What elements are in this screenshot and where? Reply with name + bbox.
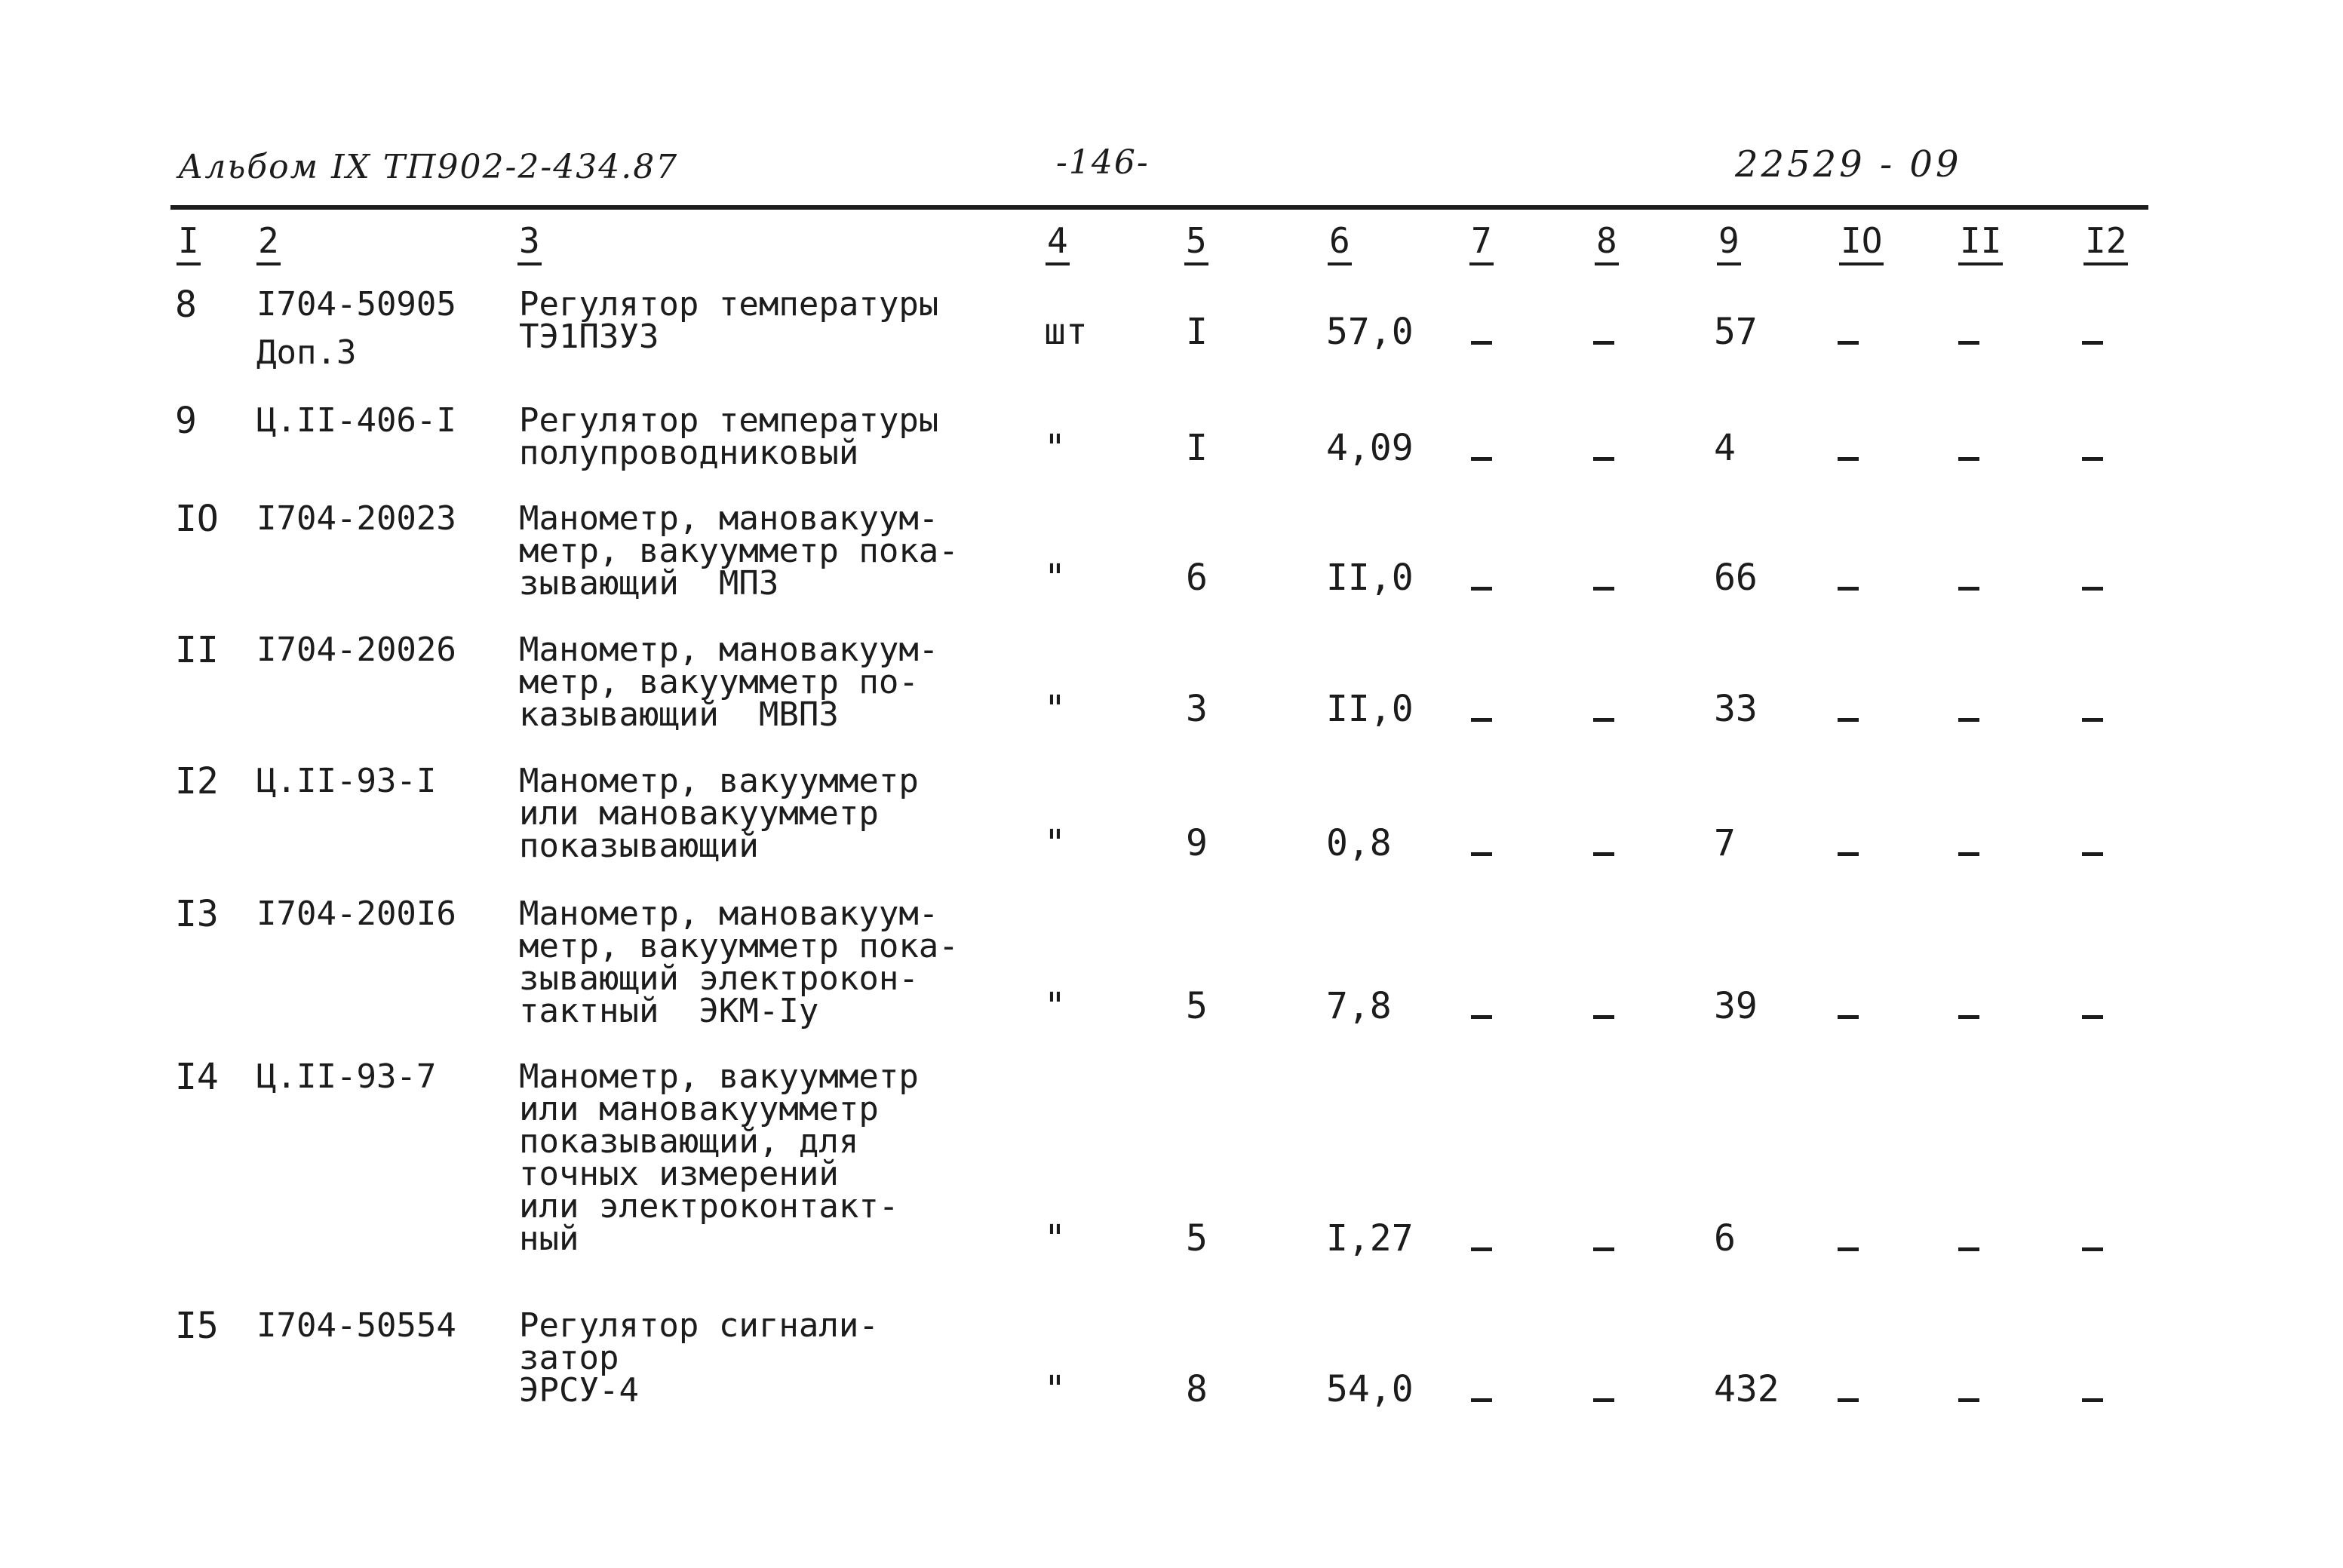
empty-value-dash xyxy=(1958,457,1979,461)
empty-value-dash xyxy=(1593,852,1614,856)
row-name-line: Манометр, мановакуум- xyxy=(519,894,939,933)
row-position: I5 xyxy=(175,1305,219,1347)
empty-value-dash xyxy=(1471,587,1492,591)
column-header-4: 4 xyxy=(1046,220,1070,265)
row-code: I704-20023 xyxy=(256,499,456,538)
row-code: I704-50905 xyxy=(256,285,456,324)
empty-value-dash xyxy=(2082,341,2103,345)
empty-value-dash xyxy=(1593,1247,1614,1251)
row-name-line: Манометр, мановакуум- xyxy=(519,631,939,669)
row-code: I704-20026 xyxy=(256,631,456,669)
empty-value-dash xyxy=(1958,1015,1979,1019)
quantity-cell: 5 xyxy=(1186,1217,1208,1260)
row-name-line: Регулятор температуры xyxy=(519,285,939,324)
column-header-12: I2 xyxy=(2084,220,2128,265)
row-name-line: затор xyxy=(519,1339,619,1377)
row-position: I2 xyxy=(175,760,219,802)
empty-value-dash xyxy=(1838,852,1859,856)
unit-price-cell: II,0 xyxy=(1326,688,1414,730)
column-header-9: 9 xyxy=(1717,220,1741,265)
unit-price-cell: 4,09 xyxy=(1326,427,1414,469)
empty-value-dash xyxy=(2082,852,2103,856)
row-name-line: зывающий электрокон- xyxy=(519,959,919,998)
unit-cell: " xyxy=(1044,688,1066,730)
unit-price-cell: 54,0 xyxy=(1326,1368,1414,1410)
empty-value-dash xyxy=(1838,1015,1859,1019)
row-name-line: ный xyxy=(519,1220,579,1258)
empty-value-dash xyxy=(1593,1398,1614,1402)
unit-price-cell: 0,8 xyxy=(1326,822,1392,864)
column-header-11: II xyxy=(1958,220,2003,265)
total-cell: 57 xyxy=(1714,311,1758,353)
row-name-line: показывающий, для xyxy=(519,1122,859,1161)
empty-value-dash xyxy=(1958,718,1979,722)
row-code: Ц.II-93-7 xyxy=(256,1057,437,1096)
row-position: 9 xyxy=(175,400,197,442)
empty-value-dash xyxy=(1593,341,1614,345)
unit-cell: шт xyxy=(1044,311,1088,353)
empty-value-dash xyxy=(2082,1398,2103,1402)
empty-value-dash xyxy=(1838,587,1859,591)
quantity-cell: I xyxy=(1186,427,1208,469)
total-cell: 7 xyxy=(1714,822,1736,864)
total-cell: 39 xyxy=(1714,985,1758,1027)
empty-value-dash xyxy=(1471,1015,1492,1019)
row-name-line: или электроконтакт- xyxy=(519,1187,899,1226)
row-name-line: метр, вакуумметр пока- xyxy=(519,532,959,570)
empty-value-dash xyxy=(2082,718,2103,722)
empty-value-dash xyxy=(1593,457,1614,461)
column-header-2: 2 xyxy=(256,220,281,265)
unit-price-cell: 7,8 xyxy=(1326,985,1392,1027)
unit-cell: " xyxy=(1044,1217,1066,1260)
row-name-line: Манометр, вакуумметр xyxy=(519,1057,919,1096)
document-code: 22529 - 09 xyxy=(1735,143,1962,186)
empty-value-dash xyxy=(1838,1247,1859,1251)
page-number: -146- xyxy=(1056,143,1150,182)
empty-value-dash xyxy=(1958,341,1979,345)
empty-value-dash xyxy=(1593,587,1614,591)
unit-cell: " xyxy=(1044,427,1066,469)
row-name-line: казывающий МВПЗ xyxy=(519,695,839,734)
row-name-line: Регулятор температуры xyxy=(519,401,939,440)
quantity-cell: 8 xyxy=(1186,1368,1208,1410)
unit-price-cell: I,27 xyxy=(1326,1217,1414,1260)
empty-value-dash xyxy=(1471,852,1492,856)
empty-value-dash xyxy=(1471,718,1492,722)
quantity-cell: I xyxy=(1186,311,1208,353)
unit-cell: " xyxy=(1044,822,1066,864)
row-position: IO xyxy=(175,498,219,540)
row-position: I4 xyxy=(175,1056,219,1098)
empty-value-dash xyxy=(1471,457,1492,461)
unit-cell: " xyxy=(1044,1368,1066,1410)
row-code: Доп.3 xyxy=(256,333,357,372)
row-name-line: метр, вакуумметр по- xyxy=(519,663,919,701)
row-code: Ц.II-93-I xyxy=(256,762,437,800)
empty-value-dash xyxy=(1471,1247,1492,1251)
empty-value-dash xyxy=(2082,1015,2103,1019)
total-cell: 6 xyxy=(1714,1217,1736,1260)
column-header-3: 3 xyxy=(517,220,542,265)
row-position: II xyxy=(175,629,219,671)
row-position: I3 xyxy=(175,893,219,935)
total-cell: 33 xyxy=(1714,688,1758,730)
empty-value-dash xyxy=(2082,457,2103,461)
row-name-line: зывающий МПЗ xyxy=(519,564,779,603)
row-name-line: ТЭ1П3У3 xyxy=(519,318,659,356)
row-name-line: показывающий xyxy=(519,827,759,865)
row-code: I704-50554 xyxy=(256,1306,456,1345)
row-code: Ц.II-406-I xyxy=(256,401,456,440)
row-name-line: Регулятор сигнали- xyxy=(519,1306,879,1345)
row-name-line: Манометр, мановакуум- xyxy=(519,499,939,538)
quantity-cell: 5 xyxy=(1186,985,1208,1027)
album-reference: Альбом IX ТП902-2-434.87 xyxy=(178,148,679,186)
unit-price-cell: II,0 xyxy=(1326,557,1414,599)
empty-value-dash xyxy=(1958,587,1979,591)
row-code: I704-200I6 xyxy=(256,894,456,933)
column-header-7: 7 xyxy=(1469,220,1494,265)
row-name-line: ЭРСУ-4 xyxy=(519,1371,639,1410)
empty-value-dash xyxy=(1838,457,1859,461)
row-name-line: полупроводниковый xyxy=(519,434,859,472)
empty-value-dash xyxy=(1471,341,1492,345)
row-name-line: или мановакуумметр xyxy=(519,794,879,833)
quantity-cell: 6 xyxy=(1186,557,1208,599)
quantity-cell: 3 xyxy=(1186,688,1208,730)
total-cell: 432 xyxy=(1714,1368,1780,1410)
empty-value-dash xyxy=(1471,1398,1492,1402)
empty-value-dash xyxy=(1838,341,1859,345)
empty-value-dash xyxy=(1593,1015,1614,1019)
total-cell: 66 xyxy=(1714,557,1758,599)
empty-value-dash xyxy=(1838,718,1859,722)
empty-value-dash xyxy=(2082,587,2103,591)
empty-value-dash xyxy=(1593,718,1614,722)
empty-value-dash xyxy=(1958,852,1979,856)
unit-cell: " xyxy=(1044,557,1066,599)
row-name-line: тактный ЭКМ-Iу xyxy=(519,992,819,1030)
unit-cell: " xyxy=(1044,985,1066,1027)
column-header-6: 6 xyxy=(1328,220,1352,265)
row-name-line: Манометр, вакуумметр xyxy=(519,762,919,800)
empty-value-dash xyxy=(1838,1398,1859,1402)
column-header-8: 8 xyxy=(1595,220,1619,265)
column-header-5: 5 xyxy=(1184,220,1208,265)
total-cell: 4 xyxy=(1714,427,1736,469)
quantity-cell: 9 xyxy=(1186,822,1208,864)
row-name-line: метр, вакуумметр пока- xyxy=(519,927,959,965)
empty-value-dash xyxy=(1958,1398,1979,1402)
row-name-line: или мановакуумметр xyxy=(519,1090,879,1128)
unit-price-cell: 57,0 xyxy=(1326,311,1414,353)
empty-value-dash xyxy=(2082,1247,2103,1251)
row-name-line: точных измерений xyxy=(519,1155,839,1193)
column-header-1: I xyxy=(177,220,201,265)
row-position: 8 xyxy=(175,284,197,326)
empty-value-dash xyxy=(1958,1247,1979,1251)
column-header-10: IO xyxy=(1839,220,1884,265)
